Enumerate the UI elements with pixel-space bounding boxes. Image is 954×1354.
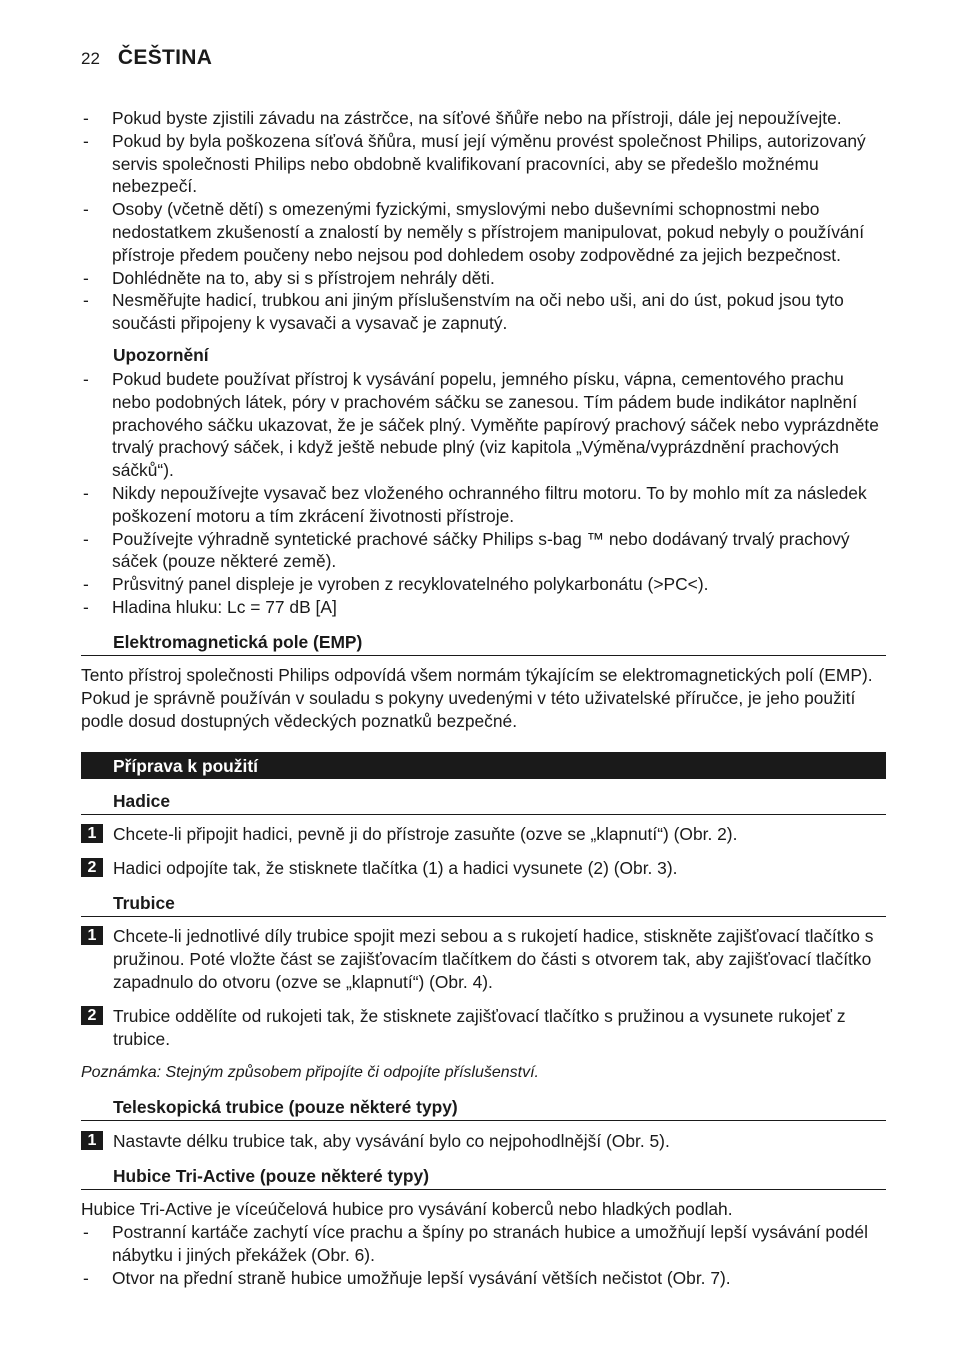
step-number: 1 xyxy=(81,824,103,843)
telescopic-heading-text: Teleskopická trubice (pouze některé typy) xyxy=(113,1097,458,1117)
step-number: 2 xyxy=(81,858,103,877)
hose-step-2 xyxy=(81,857,887,880)
caution-list xyxy=(81,368,887,619)
page-header xyxy=(81,46,212,70)
chapter-title-bar xyxy=(81,752,886,779)
list-item: - Postranní kartáče zachytí více prachu a špíny po stranách hubice a umožňují lepší vysávání podél nábytku i jiných překážek (Obr. 6). xyxy=(81,1221,887,1267)
step-number: 2 xyxy=(81,1006,103,1025)
caution-heading: Upozornění xyxy=(113,345,209,365)
step-text: Chcete-li jednotlivé díly trubice spojit mezi sebou a s rukojetí hadice, stiskněte zajišťovací tlačítko s pružinou. Poté vložte část se zajišťovacím tlačítkem do části s otvorem tak, aby zajišťovací tlačítko zapadnulo do otvoru (ozve se „klapnutí“) (Obr. 4). xyxy=(113,926,874,992)
step-text: Trubice oddělíte od rukojeti tak, že stisknete zajišťovací tlačítko s pružinou a vysunete rukojeť z trubice. xyxy=(113,1006,846,1049)
list-item: - Dohlédněte na to, aby si s přístrojem nehrály děti. xyxy=(81,267,887,290)
list-item: - Průsvitný panel displeje je vyroben z recyklovatelného polykarbonátu (>PC<). xyxy=(81,573,887,596)
list-item: - Otvor na přední straně hubice umožňuje lepší vysávání větších nečistot (Obr. 7). xyxy=(81,1267,887,1290)
hose-heading-text: Hadice xyxy=(113,791,171,811)
triactive-heading xyxy=(81,1164,886,1190)
triactive-intro: Hubice Tri-Active je víceúčelová hubice pro vysávání koberců nebo hladkých podlah. xyxy=(81,1199,733,1219)
step-text: Hadici odpojíte tak, že stisknete tlačítka (1) a hadici vysunete (2) (Obr. 3). xyxy=(113,858,678,878)
emf-text: Tento přístroj společnosti Philips odpovídá všem normám týkajícím se elektromagnetických polí (EMP). Pokud je správně používán v souladu s pokyny uvedenými v této uživatelské příručce, je jeho použití podle dosud dostupných vědeckých poznatků bezpečné. xyxy=(81,665,873,731)
emf-heading-text: Elektromagnetická pole (EMP) xyxy=(113,632,363,652)
list-item: - Nikdy nepoužívejte vysavač bez vloženého ochranného filtru motoru. To by mohlo mít za následek poškození motoru a tím zkrácení životnosti přístroje. xyxy=(81,482,887,528)
page-number: 22 xyxy=(81,49,100,68)
list-item: - Pokud budete používat přístroj k vysávání popelu, jemného písku, vápna, cementového prachu nebo podobných látek, póry v prachovém sáčku se zanesou. Tím pádem bude indikátor naplnění prachového sáčku ukazovat, že je sáček plný. Vyměňte papírový prachový sáček nebo vyprázdněte trvalý prachový sáček, i když ještě nebude plný (viz kapitola „Výměna/vyprázdnění prachových sáčků“). xyxy=(81,368,887,482)
emf-heading xyxy=(81,630,886,656)
tube-heading-text: Trubice xyxy=(113,893,175,913)
triactive-list xyxy=(81,1221,887,1289)
chapter-title: Příprava k použití xyxy=(113,756,258,776)
tube-step-1 xyxy=(81,925,887,993)
telescopic-heading xyxy=(81,1095,886,1121)
triactive-heading-text: Hubice Tri-Active (pouze některé typy) xyxy=(113,1166,430,1186)
hose-heading xyxy=(81,789,886,815)
list-item: - Pokud by byla poškozena síťová šňůra, musí její výměnu provést společnost Philips, autorizovaný servis společnosti Philips nebo obdobně kvalifikovaní pracovníci, aby se předešlo možnému nebezpečí. xyxy=(81,130,887,198)
list-item: - Osoby (včetně dětí) s omezenými fyzickými, smyslovými nebo duševními schopnostmi nebo nedostatkem zkušeností a znalostí by neměly s přístrojem manipulovat, pokud nebyly o používání přístroje předem poučeny nebo nejsou pod dohledem osoby zodpovědné za jejich bezpečnost. xyxy=(81,198,887,266)
list-item: - Hladina hluku: Lc = 77 dB [A] xyxy=(81,596,887,619)
step-text: Chcete-li připojit hadici, pevně ji do přístroje zasuňte (ozve se „klapnutí“) (Obr. 2). xyxy=(113,824,738,844)
safety-list xyxy=(81,107,887,335)
hose-step-1 xyxy=(81,823,887,846)
step-number: 1 xyxy=(81,926,103,945)
step-number: 1 xyxy=(81,1131,103,1150)
step-text: Nastavte délku trubice tak, aby vysávání bylo co nejpohodlnější (Obr. 5). xyxy=(113,1131,670,1151)
tube-heading xyxy=(81,891,886,917)
language-title: ČEŠTINA xyxy=(117,46,213,69)
list-item: - Používejte výhradně syntetické prachové sáčky Philips s-bag ™ nebo dodávaný trvalý prachový sáček (pouze některé země). xyxy=(81,528,887,574)
tube-step-2 xyxy=(81,1005,887,1051)
list-item: - Nesměřujte hadicí, trubkou ani jiným příslušenstvím na oči nebo uši, ani do úst, pokud jsou tyto součásti připojeny k vysavači a vysavač je zapnutý. xyxy=(81,289,887,335)
tube-note: Poznámka: Stejným způsobem připojíte či odpojíte příslušenství. xyxy=(81,1064,539,1081)
list-item: - Pokud byste zjistili závadu na zástrčce, na síťové šňůře nebo na přístroji, dále jej nepoužívejte. xyxy=(81,107,887,130)
telescopic-step-1 xyxy=(81,1130,887,1153)
